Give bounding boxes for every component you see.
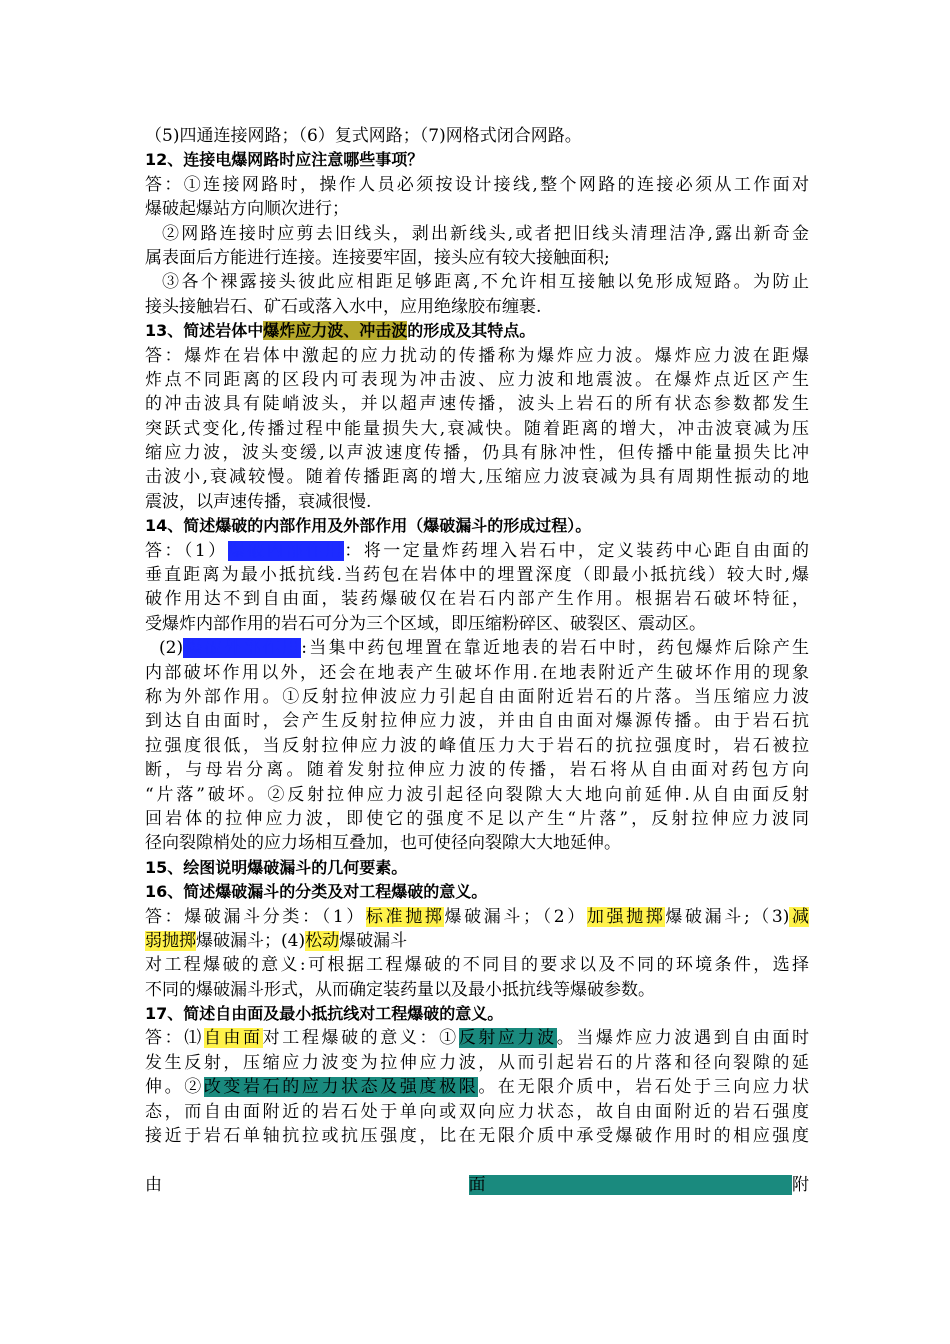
text-line: 爆破起爆站方向顺次进行；	[145, 199, 349, 220]
text-line: 受爆炸内部作用的岩石可分为三个区域，即压缩粉碎区、破裂区、震动区。	[145, 613, 706, 634]
highlight-teal: 面	[468, 1174, 792, 1195]
text-part: 答：⑴	[145, 1028, 204, 1049]
answer-line	[145, 661, 809, 685]
text-line: 回岩体的拉伸应力波，即使它的强度不足以产生“片落”，反射拉伸应力波同	[145, 808, 809, 829]
text-part: 爆破漏斗；(4)	[196, 930, 306, 951]
highlight-yellow: 标准抛掷	[365, 906, 445, 927]
text-line: 垂直距离为最小抵抗线.当药包在岩体中的埋置深度（即最小抵抗线）较大时,爆	[145, 565, 809, 586]
heading-text: 12、连接电爆网路时应注意哪些事项？	[145, 150, 424, 170]
text-line: 的冲击波具有陡峭波头，并以超声速传播，波头上岩石的所有状态参数都发生	[145, 394, 809, 415]
answer-line	[145, 636, 809, 660]
answer-line	[145, 1173, 809, 1197]
heading-text: 16、简述爆破漏斗的分类及对工程爆破的意义。	[145, 882, 488, 902]
text-line: 接头接触岩石、矿石或落入水中，应用绝缘胶布缠裹.	[145, 296, 542, 317]
answer-line	[145, 1197, 809, 1221]
text-line: 缩应力波，波头变缓,以声波速度传播，仍具有脉冲性，但传播中能量损失比冲	[145, 443, 809, 464]
answer-line	[145, 807, 809, 831]
answer-line	[145, 368, 809, 392]
answer-line	[145, 563, 809, 587]
answer-line	[145, 270, 809, 294]
highlight-blue: 爆破内部作用	[227, 540, 345, 561]
text-line: 答：爆炸在岩体中激起的应力扰动的传播称为爆炸应力波。爆炸应力波在距爆	[145, 345, 809, 366]
question-heading-17	[145, 1002, 809, 1026]
text-line: 答：①连接网路时，操作人员必须按设计接线,整个网路的连接必须从工作面对	[145, 174, 809, 195]
answer-line	[145, 173, 809, 197]
answer-line	[145, 344, 809, 368]
answer-line	[145, 734, 809, 758]
heading-text: 13、简述岩体中	[145, 321, 264, 341]
text-line: 震波，以声速传播，衰减很慢.	[145, 491, 372, 512]
question-heading-13	[145, 319, 809, 343]
answer-line	[145, 1100, 809, 1124]
text-line: 炸点不同距离的区段内可表现为冲击波、应力波和地震波。在爆炸点近区产生	[145, 369, 809, 390]
text-part: 答：爆破漏斗分类：（1）	[145, 906, 366, 927]
answer-line	[145, 709, 809, 733]
answer-line	[145, 465, 809, 489]
answer-line	[145, 222, 809, 246]
answer-line	[145, 417, 809, 441]
text-part: 爆破漏斗	[339, 930, 408, 951]
list-line	[145, 124, 809, 148]
text-part: 由	[145, 1174, 469, 1195]
answer-line	[145, 1075, 809, 1099]
answer-line	[145, 612, 809, 636]
answer-line	[145, 1026, 809, 1050]
text-line: 突跃式变化,传播过程中能量损失大,衰减快。随着距离的增大，冲击波衰减为压	[145, 418, 809, 439]
question-heading-12	[145, 148, 809, 172]
highlight-yellow: 加强抛掷	[586, 906, 666, 927]
text-part: ：将一定量炸药埋入岩石中，定义装药中心距自由面的	[344, 540, 809, 561]
answer-line	[145, 295, 809, 319]
answer-line	[145, 685, 809, 709]
answer-line	[145, 441, 809, 465]
answer-line	[145, 783, 809, 807]
answer-line	[145, 929, 809, 953]
question-heading-16	[145, 880, 809, 904]
highlight-teal: 反射应力波	[458, 1028, 557, 1049]
text-part: 爆破漏斗;（3)	[665, 906, 790, 927]
highlight-yellow: 减	[789, 906, 810, 927]
text-line: 击波小,衰减较慢。随着传播距离的增大,压缩应力波衰减为具有周期性振动的地	[145, 467, 809, 488]
answer-line	[145, 831, 809, 855]
heading-text: 17、简述自由面及最小抵抗线对工程爆破的意义。	[145, 1004, 504, 1024]
answer-line	[145, 392, 809, 416]
text-line: 发生反射，压缩应力波变为拉伸应力波，从而引起岩石的片落和径向裂隙的延	[145, 1052, 809, 1073]
question-heading-15	[145, 856, 809, 880]
question-heading-14	[145, 514, 809, 538]
highlight-olive: 爆炸应力波、冲击波	[263, 321, 408, 341]
highlight-teal: 改变岩石的应力状态及强度极限	[203, 1077, 479, 1098]
highlight-yellow: 松动	[305, 930, 340, 951]
document-body	[145, 124, 809, 1222]
text-line: 内部破坏作用以外，还会在地表产生破坏作用.在地表附近产生破坏作用的现象	[145, 662, 809, 683]
heading-text: 14、简述爆破的内部作用及外部作用（爆破漏斗的形成过程）。	[145, 516, 592, 536]
heading-text: 的形成及其特点。	[407, 321, 536, 341]
text-part: 附	[792, 1174, 809, 1195]
text-part: 伸。②	[145, 1077, 204, 1098]
text-line: （5)四通连接网路；（6）复式网路；（7)网格式闭合网路。	[145, 126, 582, 146]
text-line: ②网路连接时应剪去旧线头，剥出新线头,或者把旧线头清理洁净,露出新奇金	[162, 223, 809, 244]
highlight-blue: 爆破外部作用	[183, 638, 302, 659]
answer-line	[145, 246, 809, 270]
text-line: 破作用达不到自由面，装药爆破仅在岩石内部产生作用。根据岩石破坏特征，	[145, 589, 809, 610]
highlight-yellow: 自由面	[203, 1028, 263, 1049]
answer-line	[145, 587, 809, 611]
text-line: ③各个裸露接头彼此应相距足够距离,不允许相互接触以免形成短路。为防止	[162, 272, 809, 293]
text-part: (2)	[159, 638, 184, 659]
text-line: 不同的爆破漏斗形式，从而确定装药量以及最小抵抗线等爆破参数。	[145, 979, 655, 1000]
text-line: 接近于岩石单轴抗拉或抗压强度，比在无限介质中承受爆破作用时的相应强度	[145, 1126, 809, 1147]
answer-line	[145, 197, 809, 221]
answer-line	[145, 758, 809, 782]
answer-line	[145, 1051, 809, 1075]
text-line: 径向裂隙梢处的应力场相互叠加，也可使径向裂隙大大地延伸。	[145, 833, 621, 854]
answer-line	[145, 953, 809, 977]
text-part: 对工程爆破的意义：①	[262, 1028, 459, 1049]
text-part: 爆破漏斗；（2）	[444, 906, 587, 927]
text-line: 断，与母岩分离。随着发射拉伸应力波的传播，岩石将从自由面对药包方向	[145, 760, 809, 781]
answer-line	[145, 905, 809, 929]
text-line: 称为外部作用。①反射拉伸波应力引起自由面附近岩石的片落。当压缩应力波	[145, 686, 809, 707]
text-line: 属表面后方能进行连接。连接要牢固，接头应有较大接触面积;	[145, 247, 610, 268]
answer-line	[145, 539, 809, 563]
text-line: 态，而自由面附近的岩石处于单向或双向应力状态，故自由面附近的岩石强度	[145, 1101, 809, 1122]
text-part: 。在无限介质中，岩石处于三向应力状	[478, 1077, 810, 1098]
text-part: 答：（1）	[145, 540, 228, 561]
heading-text: 15、绘图说明爆破漏斗的几何要素。	[145, 857, 408, 877]
text-part: :当集中药包埋置在靠近地表的岩石中时，药包爆炸后除产生	[301, 638, 810, 659]
text-part: 。当爆炸应力波遇到自由面时	[556, 1028, 810, 1049]
answer-line	[145, 978, 809, 1002]
answer-line	[145, 1148, 809, 1172]
highlight-yellow: 弱抛掷	[145, 930, 196, 951]
answer-line	[145, 1124, 809, 1148]
answer-line	[145, 490, 809, 514]
text-line: 对工程爆破的意义:可根据工程爆破的不同目的要求以及不同的环境条件，选择	[145, 955, 809, 976]
text-line: 拉强度很低，当反射拉伸应力波的峰值压力大于岩石的抗拉强度时，岩石被拉	[145, 735, 809, 756]
text-line: 到达自由面时，会产生反射拉伸应力波，并由自由面对爆源传播。由于岩石抗	[145, 711, 809, 732]
text-line: “片落”破坏。②反射拉伸应力波引起径向裂隙大大地向前延伸.从自由面反射	[145, 784, 809, 805]
